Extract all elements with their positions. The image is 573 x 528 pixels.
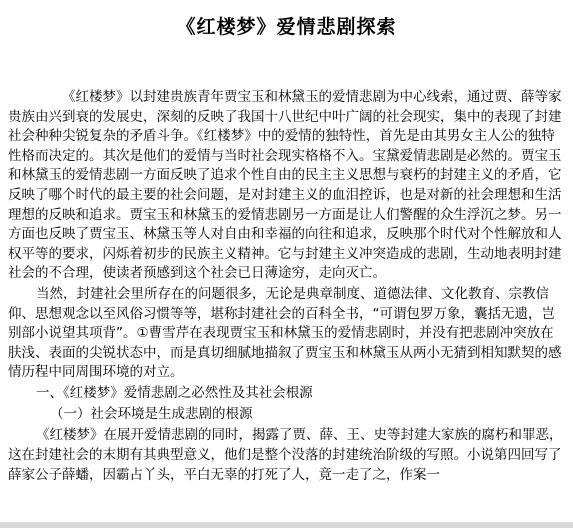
- paragraph-environment: 《红楼梦》在展开爱情悲剧的同时，揭露了贾、薛、王、史等封建大家族的腐朽和罪恶，这在封建社会的末期有其典型意义，他们是整个没落的封建统治阶级的写照。小说第四回写了薛家公子薛蟠，因霸占丫头，平白无辜的打死了人，竟一走了之，作案一: [8, 426, 563, 483]
- document-body: [8, 88, 564, 485]
- document-title: 《红楼梦》爱情悲剧探索: [176, 16, 397, 38]
- section-heading: 一、《红楼梦》爱情悲剧之必然性及其社会根源: [36, 384, 313, 401]
- bottom-scroll-edge: [0, 522, 573, 528]
- paragraph-intro: 《红楼梦》以封建贵族青年贾宝玉和林黛玉的爱情悲剧为中心线索，通过贾、薛等家贵族由兴到衰的发展史，深刻的反映了我国十八世纪中叶广阔的社会现实，集中的表现了封建社会种种尖锐复杂的矛盾斗争。《红楼梦》中的爱情的独特性，首先是由其男女主人公的独特性格而决定的。其次是他们的爱情与当时社会现实格格不入。宝黛爱情悲剧是必然的。贾宝玉和林黛玉的爱情悲剧一方面反映了追求个性自由的民主主义思想与衰朽的封建主义的矛盾，它反映了哪个时代的最主要的社会问题，是对封建主义的血泪控诉，也是对新的社会理想和生活理想的反映和追求。贾宝玉和林黛玉的爱情悲剧另一方面是让人们警醒的众生浮沉之梦。另一方面也反映了贾宝玉、林黛玉等人对自由和幸福的向往和追求，反映那个时代对个性解放和人权平等的要求，闪烁着初步的民族主义精神。它与封建主义冲突造成的悲剧，生动地表明封建社会的不合理，使读者预感到这个社会已日薄途穷，走向灭亡。: [8, 89, 562, 282]
- paragraph-social-problems: 当然，封建社会里所存在的问题很多，无论是典章制度、道德法律、文化教育、宗教信仰、思想观念以至风俗习惯等等，堪称封建社会的百科全书，“可谓包罗万象，囊括无遗，岂别部小说望其项背”。①曹雪芹在表现贾宝玉和林黛玉的爱情悲剧时，并没有把悲剧冲突放在肤浅、表面的尖锐状态中，而是真切细腻地描叙了贾宝玉和林黛玉从两小无猜到相知默契的感情历程中同周围环境的对立。: [8, 285, 562, 381]
- subsection-heading: （一）社会环境是生成悲剧的根源: [50, 405, 253, 422]
